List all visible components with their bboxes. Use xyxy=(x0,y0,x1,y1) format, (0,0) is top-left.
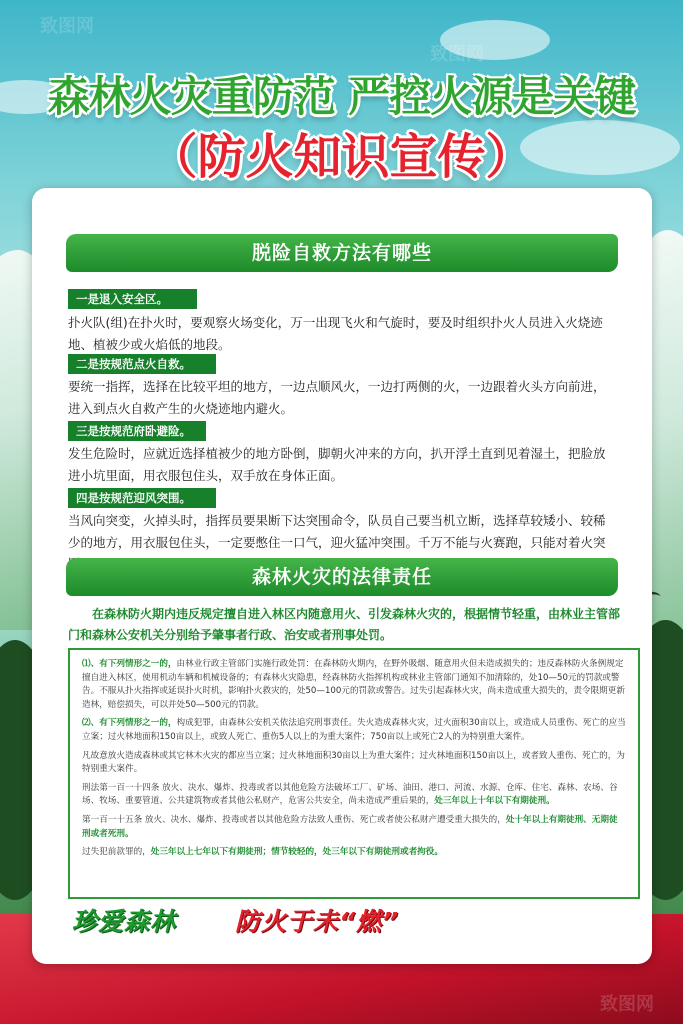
method-label: 三是按规范府卧避险。 xyxy=(68,421,206,441)
legal-body: 过失犯前款罪的， xyxy=(82,847,151,858)
method-label: 四是按规范迎风突围。 xyxy=(68,488,216,508)
watermark: 致图网 xyxy=(40,16,94,37)
legal-paragraph xyxy=(82,846,626,860)
legal-paragraph xyxy=(82,814,626,841)
legal-paragraph xyxy=(82,717,626,744)
legal-highlight: 处十年以上有期徒刑、无期徒刑或者死刑。 xyxy=(82,814,618,839)
method-label: 一是退入安全区。 xyxy=(68,289,197,309)
legal-paragraph: 凡故意放火造成森林或其它林木火灾的都应当立案；过火林地面积30亩以上为重大案件；过火林地面积150亩以上，或者致人重伤、死亡的，为特别重大案件。 xyxy=(82,750,625,775)
poster-title: 森林火灾重防范 严控火源是关键 xyxy=(47,72,636,121)
legal-body: 构成犯罪，由森林公安机关依法追究刑事责任。失火造成森林火灾，过火面积30亩以上，或造成人员重伤、死亡的应当立案；过火林地面积150亩以上，或致人死亡、重伤5人以上的为重大案件；750亩以上或死亡2人的为特别重大案件。 xyxy=(82,718,626,742)
method-text: 发生危险时，应就近选择植被少的地方卧倒，脚朝火冲来的方向，扒开浮土直到见着湿土，把脸放进小坑里面，用衣服包住头，双手放在身体正面。 xyxy=(68,446,606,483)
legal-paragraph xyxy=(82,782,626,809)
legal-box xyxy=(68,648,640,899)
legal-paragraph xyxy=(82,658,626,712)
method-text: 要统一指挥，选择在比较平坦的地方，一边点顺风火，一边打两侧的火，一边跟着火头方向前进，进入到点火自救产生的火烧迹地内避火。 xyxy=(68,379,606,416)
poster-subtitle: （防火知识宣传） xyxy=(149,129,534,185)
section-heading-legal: 森林火灾的法律责任 xyxy=(66,558,618,596)
legal-body: 由林业行政主管部门实施行政处罚：在森林防火期内，在野外吸烟、随意用火但未造成损失的；违反森林防火条例规定擅自进入林区，使用机动车辆和机械设备的；有森林火灾隐患，经森林防火指挥机构或林业主管部门通知不加清除的，处10—50元的罚款或警告。不服从扑火指挥或延误扑火时机，影响扑火救灾的，处50—100元的罚款或警告。过失引起森林火灾，尚未造成重大损失的，责令限期更新造林，赔偿损失，可以并处50—500元的罚款。 xyxy=(82,659,625,710)
legal-highlight: 处三年以上七年以下有期徒刑；情节较轻的，处三年以下有期徒刑或者拘役。 xyxy=(150,847,443,858)
legal-highlight: 处三年以上十年以下有期徒刑。 xyxy=(434,796,555,807)
slogan-love-forest: 珍爱森林 xyxy=(72,907,177,936)
method-label: 二是按规范点火自救。 xyxy=(68,354,216,374)
content-card xyxy=(32,188,652,964)
section-heading-escape: 脱险自救方法有哪些 xyxy=(66,234,618,272)
legal-lead: ⑴、有下列情形之一的， xyxy=(82,659,177,669)
watermark: 致图网 xyxy=(430,44,484,65)
legal-intro: 在森林防火期内违反规定擅自进入林区内随意用火、引发森林火灾的，根据情节轻重，由林业主管部门和森林公安机关分别给予肇事者行政、治安或者刑事处罚。 xyxy=(68,607,621,642)
method-text: 当风向突变，火掉头时，指挥员要果断下达突围命令，队员自己要当机立断，选择草较矮小、较稀少的地方，用衣服包住头，一定要憋住一口气，迎火猛冲突围。千万不能与火赛跑，只能对着火突 xyxy=(68,513,606,550)
method-text: 扑火队(组)在扑火时，要观察火场变化，万一出现飞火和气旋时，要及时组织扑火人员进入火烧迹地、植被少或火焰低的地段。 xyxy=(68,315,603,352)
legal-lead: ⑵、有下列情形之一的， xyxy=(82,718,177,729)
watermark: 致图网 xyxy=(600,994,654,1015)
slogan-fire-prevention: 防火于未“燃” xyxy=(235,907,400,936)
legal-body: 刑法第一百一十四条 放火、决水、爆炸、投毒或者以其他危险方法破坏工厂、矿场、油田、港口、河流、水源、仓库、住宅、森林、农场、谷场、牧场、重要管道、公共建筑物或者其他公私财产，危害公共安全，尚未造成严重后果的， xyxy=(82,782,618,807)
legal-body: 第一百一十五条 放火、决水、爆炸、投毒或者以其他危险方法致人重伤、死亡或者使公私财产遭受重大损失的， xyxy=(82,814,506,825)
